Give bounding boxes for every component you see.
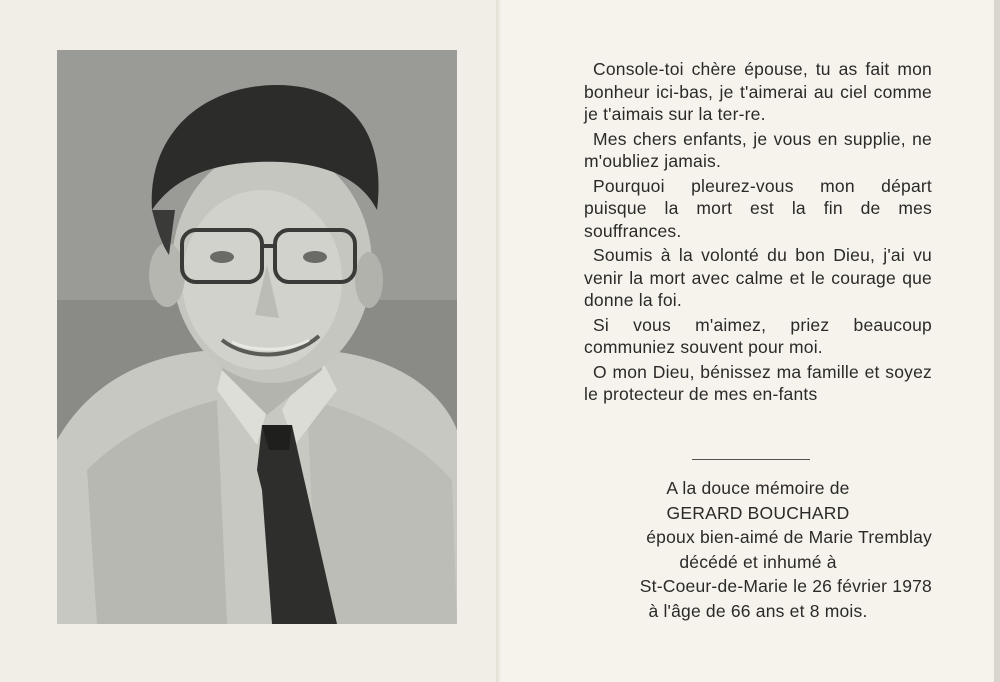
portrait-illustration <box>57 50 457 624</box>
death-line: décédé et inhumé à <box>679 551 837 572</box>
spouse-line: époux bien-aimé de Marie Tremblay <box>646 527 932 548</box>
verse-paragraph: Soumis à la volonté du bon Dieu, j'ai vu venir la mort avec calme et le courage que donne la foi. <box>584 245 932 310</box>
verse-text <box>584 58 932 408</box>
card-fold <box>496 0 504 682</box>
memorial-text <box>584 476 932 624</box>
deceased-name: GERARD BOUCHARD <box>666 502 850 523</box>
left-panel <box>0 0 496 682</box>
memorial-dedication: A la douce mémoire de <box>666 478 850 498</box>
verse-paragraph: Pourquoi pleurez-vous mon départ puisque la mort est la fin de mes souffrances. <box>584 175 932 241</box>
verse-paragraph: Mes chers enfants, je vous en supplie, ne m'oubliez jamais. <box>584 128 932 171</box>
portrait-photo <box>57 50 457 624</box>
place-date-line: St-Coeur-de-Marie le 26 février 1978 <box>639 576 932 597</box>
verse-paragraph: Si vous m'aimez, priez beaucoup communiez souvent pour moi. <box>584 314 932 357</box>
verse-paragraph: Console-toi chère épouse, tu as fait mon bonheur ici-bas, je t'aimerai au ciel comme je t'aimais sur la ter-re. <box>584 59 932 124</box>
verse-paragraph: O mon Dieu, bénissez ma famille et soyez le protecteur de mes en-fants <box>584 361 932 404</box>
age-line: à l'âge de 66 ans et 8 mois. <box>648 600 868 621</box>
card-edge <box>994 0 1000 682</box>
divider-rule <box>692 459 810 460</box>
